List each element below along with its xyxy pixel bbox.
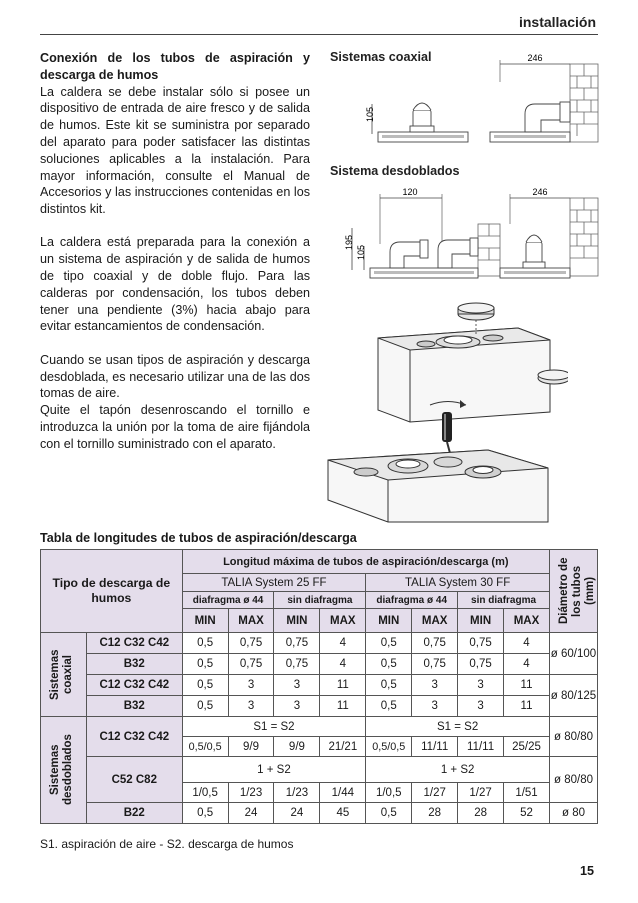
desdoblados-diagram xyxy=(330,184,600,284)
table-row: Sistemas desdoblados C12 C32 C42 S1 = S2 S1 = S2 ø 80/80 xyxy=(41,717,598,737)
group-desdoblados: Sistemas desdoblados xyxy=(41,717,87,824)
diam-cell: ø 80/125 xyxy=(549,675,597,717)
table-row: 0,5/0,5 9/9 9/9 21/21 0,5/0,5 11/11 11/11 25/25 xyxy=(41,737,598,757)
table-row: B32 0,5 0,75 0,75 4 0,5 0,75 0,75 4 xyxy=(41,654,598,675)
max-col: MAX xyxy=(504,609,550,633)
length-table xyxy=(40,549,598,824)
coaxial-diagram xyxy=(330,52,600,144)
table-title: Tabla de longitudes de tubos de aspiración/descarga xyxy=(40,531,357,545)
section-title: Conexión de los tubos de aspiración y descarga de humos xyxy=(40,51,310,82)
table-row: C12 C32 C42 0,5 3 3 11 0,5 3 3 11 ø 80/125 xyxy=(41,675,598,696)
diam-cell: ø 60/100 xyxy=(549,633,597,675)
header-title: installación xyxy=(518,14,596,30)
coaxial-label: Sistemas coaxial xyxy=(330,50,432,64)
footnote: S1. aspiración de aire - S2. descarga de humos xyxy=(40,837,294,851)
sin-diafragma-a: sin diafragma xyxy=(274,592,366,609)
diam-cell: ø 80/80 xyxy=(549,717,597,757)
dim-coax-width: 246 xyxy=(527,53,543,63)
dim-coax-height: 105 xyxy=(365,106,375,122)
sin-diafragma-b: sin diafragma xyxy=(458,592,550,609)
table-row: B32 0,5 3 3 11 0,5 3 3 11 xyxy=(41,696,598,717)
model-a-header: TALIA System 25 FF xyxy=(182,574,366,592)
min-col: MIN xyxy=(274,609,320,633)
diafragma-a: diafragma ø 44 xyxy=(182,592,274,609)
group-coaxial: Sistemas coaxial xyxy=(41,633,87,717)
max-col: MAX xyxy=(228,609,274,633)
table-row: Sistemas coaxial C12 C32 C42 0,5 0,75 0,75 4 0,5 0,75 0,75 4 ø 60/100 xyxy=(41,633,598,654)
brick-wall-icon xyxy=(570,64,598,142)
table-row: C52 C82 1 + S2 1 + S2 ø 80/80 xyxy=(41,757,598,783)
diafragma-b: diafragma ø 44 xyxy=(366,592,458,609)
longitud-header: Longitud máxima de tubos de aspiración/descarga (m) xyxy=(182,550,549,574)
dim-desd-height-2: 105 xyxy=(356,244,366,260)
table-row: B22 0,5 24 24 45 0,5 28 28 52 ø 80 xyxy=(41,803,598,824)
left-text-column xyxy=(40,50,310,469)
dim-desd-width-1: 120 xyxy=(402,187,418,197)
diametro-header: Diámetro de los tubos (mm) xyxy=(549,550,597,633)
header-rule xyxy=(40,34,598,35)
paragraph-3: Cuando se usan tipos de aspiración y descarga desdoblada, es necesario utilizar una de las dos tomas de aire. Quite el tapón desenroscando el tornillo e introduzca la unión por la toma de aire fijándola con el tornillo suministrado con el aparato. xyxy=(40,352,310,451)
page-number: 15 xyxy=(579,864,594,878)
paragraph-1: La caldera se debe instalar sólo si posee un dispositivo de entrada de aire fresco y de salida de humos. Este kit se suministra por separado del aparato para poder satisfacer las distintas soluciones aplicables a la instalación. Para mayor información, consulte el Manual de Accesorios y las instrucciones contenidas en los distintos kit. xyxy=(40,84,310,217)
air-cap-icon xyxy=(458,303,494,320)
min-col: MIN xyxy=(458,609,504,633)
min-col: MIN xyxy=(182,609,228,633)
diam-cell: ø 80/80 xyxy=(549,757,597,803)
diam-cell: ø 80 xyxy=(549,803,597,824)
desdoblados-label: Sistema desdoblados xyxy=(330,164,460,178)
table-row: 1/0,5 1/23 1/23 1/44 1/0,5 1/27 1/27 1/51 xyxy=(41,783,598,803)
paragraph-2: La caldera está preparada para la conexión a un sistema de aspiración y de salida de humos de tipo coaxial y de doble flujo. Para las calderas por condensación, los tubos deben tener una pendiente (3%) hacia abajo para evitar estancamientos de condensación. xyxy=(40,235,310,334)
max-col: MAX xyxy=(320,609,366,633)
min-col: MIN xyxy=(366,609,412,633)
dim-desd-height-1: 195 xyxy=(344,234,354,250)
boiler-installation-illustration xyxy=(318,300,568,525)
model-b-header: TALIA System 30 FF xyxy=(366,574,550,592)
dim-desd-width-2: 246 xyxy=(532,187,548,197)
max-col: MAX xyxy=(412,609,458,633)
tipo-header: Tipo de descarga de humos xyxy=(41,550,183,633)
